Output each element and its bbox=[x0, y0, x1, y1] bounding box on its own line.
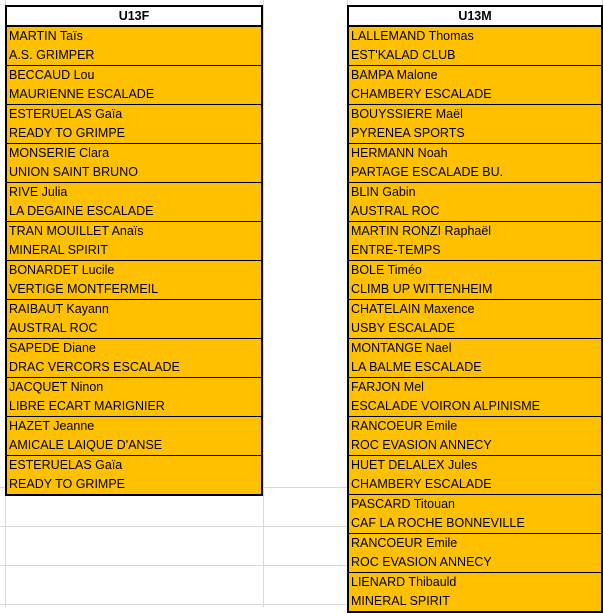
athlete-entry bbox=[7, 222, 261, 261]
athlete-name-cell[interactable]: ESTERUELAS Gaïa bbox=[9, 458, 123, 472]
athlete-entry bbox=[7, 144, 261, 183]
athlete-entry bbox=[349, 105, 601, 144]
u13f-header[interactable]: U13F bbox=[5, 5, 263, 27]
athlete-name-cell[interactable]: MONTANGE Nael bbox=[351, 341, 452, 355]
athlete-club-cell[interactable]: LA BALME ESCALADE bbox=[351, 360, 482, 374]
u13m-column bbox=[347, 5, 603, 613]
athlete-name-cell[interactable]: LIENARD Thibauld bbox=[351, 575, 457, 589]
athlete-club-cell[interactable]: DRAC VERCORS ESCALADE bbox=[9, 360, 180, 374]
athlete-entry bbox=[349, 144, 601, 183]
athlete-entry bbox=[349, 222, 601, 261]
athlete-entry bbox=[349, 66, 601, 105]
athlete-entry bbox=[349, 261, 601, 300]
athlete-club-cell[interactable]: USBY ESCALADE bbox=[351, 321, 455, 335]
athlete-name-cell[interactable]: RANCOEUR Emile bbox=[351, 536, 458, 550]
athlete-name-cell[interactable]: PASCARD Titouan bbox=[351, 497, 455, 511]
athlete-entry bbox=[349, 495, 601, 534]
u13m-header[interactable]: U13M bbox=[347, 5, 603, 27]
athlete-club-cell[interactable]: PYRENEA SPORTS bbox=[351, 126, 465, 140]
athlete-name-cell[interactable]: TRAN MOUILLET Anaïs bbox=[9, 224, 144, 238]
athlete-entry bbox=[7, 105, 261, 144]
athlete-entry bbox=[349, 456, 601, 495]
athlete-club-cell[interactable]: CHAMBERY ESCALADE bbox=[351, 87, 492, 101]
athlete-club-cell[interactable]: EST'KALAD CLUB bbox=[351, 48, 456, 62]
athlete-entry bbox=[349, 534, 601, 573]
athlete-name-cell[interactable]: MARTIN RONZI Raphaël bbox=[351, 224, 492, 238]
athlete-entry bbox=[7, 339, 261, 378]
athlete-name-cell[interactable]: BOUYSSIERE Maël bbox=[351, 107, 463, 121]
athlete-entry bbox=[349, 27, 601, 66]
athlete-club-cell[interactable]: VERTIGE MONTFERMEIL bbox=[9, 282, 159, 296]
athlete-club-cell[interactable]: AUSTRAL ROC bbox=[351, 204, 440, 218]
athlete-name-cell[interactable]: SAPEDE Diane bbox=[9, 341, 96, 355]
athlete-club-cell[interactable]: CAF LA ROCHE BONNEVILLE bbox=[351, 516, 525, 530]
athlete-name-cell[interactable]: MARTIN Taïs bbox=[9, 29, 83, 43]
athlete-club-cell[interactable]: PARTAGE ESCALADE BU. bbox=[351, 165, 504, 179]
athlete-name-cell[interactable]: HUET DELALEX Jules bbox=[351, 458, 478, 472]
athlete-entry bbox=[7, 261, 261, 300]
athlete-entry bbox=[7, 27, 261, 66]
grid-row-line bbox=[0, 604, 347, 605]
athlete-entry bbox=[7, 378, 261, 417]
athlete-club-cell[interactable]: UNION SAINT BRUNO bbox=[9, 165, 138, 179]
athlete-entry bbox=[349, 300, 601, 339]
athlete-entry bbox=[7, 456, 261, 494]
athlete-entry bbox=[349, 573, 601, 611]
athlete-name-cell[interactable]: MONSERIE Clara bbox=[9, 146, 110, 160]
athlete-name-cell[interactable]: FARJON Mel bbox=[351, 380, 424, 394]
athlete-name-cell[interactable]: BECCAUD Lou bbox=[9, 68, 95, 82]
athlete-name-cell[interactable]: RIVE Julia bbox=[9, 185, 68, 199]
athlete-club-cell[interactable]: A.S. GRIMPER bbox=[9, 48, 95, 62]
athlete-club-cell[interactable]: READY TO GRIMPE bbox=[9, 477, 126, 491]
athlete-club-cell[interactable]: CLIMB UP WITTENHEIM bbox=[351, 282, 493, 296]
athlete-name-cell[interactable]: ESTERUELAS Gaïa bbox=[9, 107, 123, 121]
athlete-entry bbox=[349, 417, 601, 456]
athlete-entry bbox=[7, 300, 261, 339]
athlete-entry bbox=[7, 417, 261, 456]
athlete-name-cell[interactable]: CHATELAIN Maxence bbox=[351, 302, 475, 316]
athlete-club-cell[interactable]: AUSTRAL ROC bbox=[9, 321, 98, 335]
athlete-entry bbox=[349, 339, 601, 378]
athlete-club-cell[interactable]: MAURIENNE ESCALADE bbox=[9, 87, 155, 101]
athlete-name-cell[interactable]: RANCOEUR Emile bbox=[351, 419, 458, 433]
grid-row-line bbox=[0, 526, 347, 527]
athlete-name-cell[interactable]: HERMANN Noah bbox=[351, 146, 448, 160]
athlete-name-cell[interactable]: JACQUET Ninon bbox=[9, 380, 104, 394]
athlete-entry bbox=[349, 183, 601, 222]
athlete-name-cell[interactable]: HAZET Jeanne bbox=[9, 419, 95, 433]
athlete-club-cell[interactable]: MINERAL SPIRIT bbox=[9, 243, 108, 257]
athlete-name-cell[interactable]: RAIBAUT Kayann bbox=[9, 302, 109, 316]
athlete-name-cell[interactable]: LALLEMAND Thomas bbox=[351, 29, 474, 43]
athlete-entry bbox=[7, 183, 261, 222]
u13f-column bbox=[5, 5, 263, 496]
athlete-entry bbox=[349, 378, 601, 417]
u13m-entries bbox=[347, 27, 603, 613]
athlete-name-cell[interactable]: BLIN Gabin bbox=[351, 185, 416, 199]
athlete-club-cell[interactable]: AMICALE LAIQUE D'ANSE bbox=[9, 438, 163, 452]
athlete-entry bbox=[7, 66, 261, 105]
athlete-club-cell[interactable]: LA DEGAINE ESCALADE bbox=[9, 204, 154, 218]
u13f-entries bbox=[5, 27, 263, 496]
athlete-club-cell[interactable]: ROC EVASION ANNECY bbox=[351, 555, 492, 569]
athlete-name-cell[interactable]: BAMPA Malone bbox=[351, 68, 438, 82]
athlete-club-cell[interactable]: ENTRE-TEMPS bbox=[351, 243, 441, 257]
athlete-club-cell[interactable]: READY TO GRIMPE bbox=[9, 126, 126, 140]
athlete-club-cell[interactable]: ESCALADE VOIRON ALPINISME bbox=[351, 399, 540, 413]
athlete-name-cell[interactable]: BONARDET Lucile bbox=[9, 263, 115, 277]
athlete-club-cell[interactable]: LIBRE ECART MARIGNIER bbox=[9, 399, 165, 413]
grid-row-line bbox=[0, 565, 347, 566]
athlete-club-cell[interactable]: ROC EVASION ANNECY bbox=[351, 438, 492, 452]
athlete-name-cell[interactable]: BOLE Timéo bbox=[351, 263, 422, 277]
athlete-club-cell[interactable]: CHAMBERY ESCALADE bbox=[351, 477, 492, 491]
athlete-club-cell[interactable]: MINERAL SPIRIT bbox=[351, 594, 450, 608]
